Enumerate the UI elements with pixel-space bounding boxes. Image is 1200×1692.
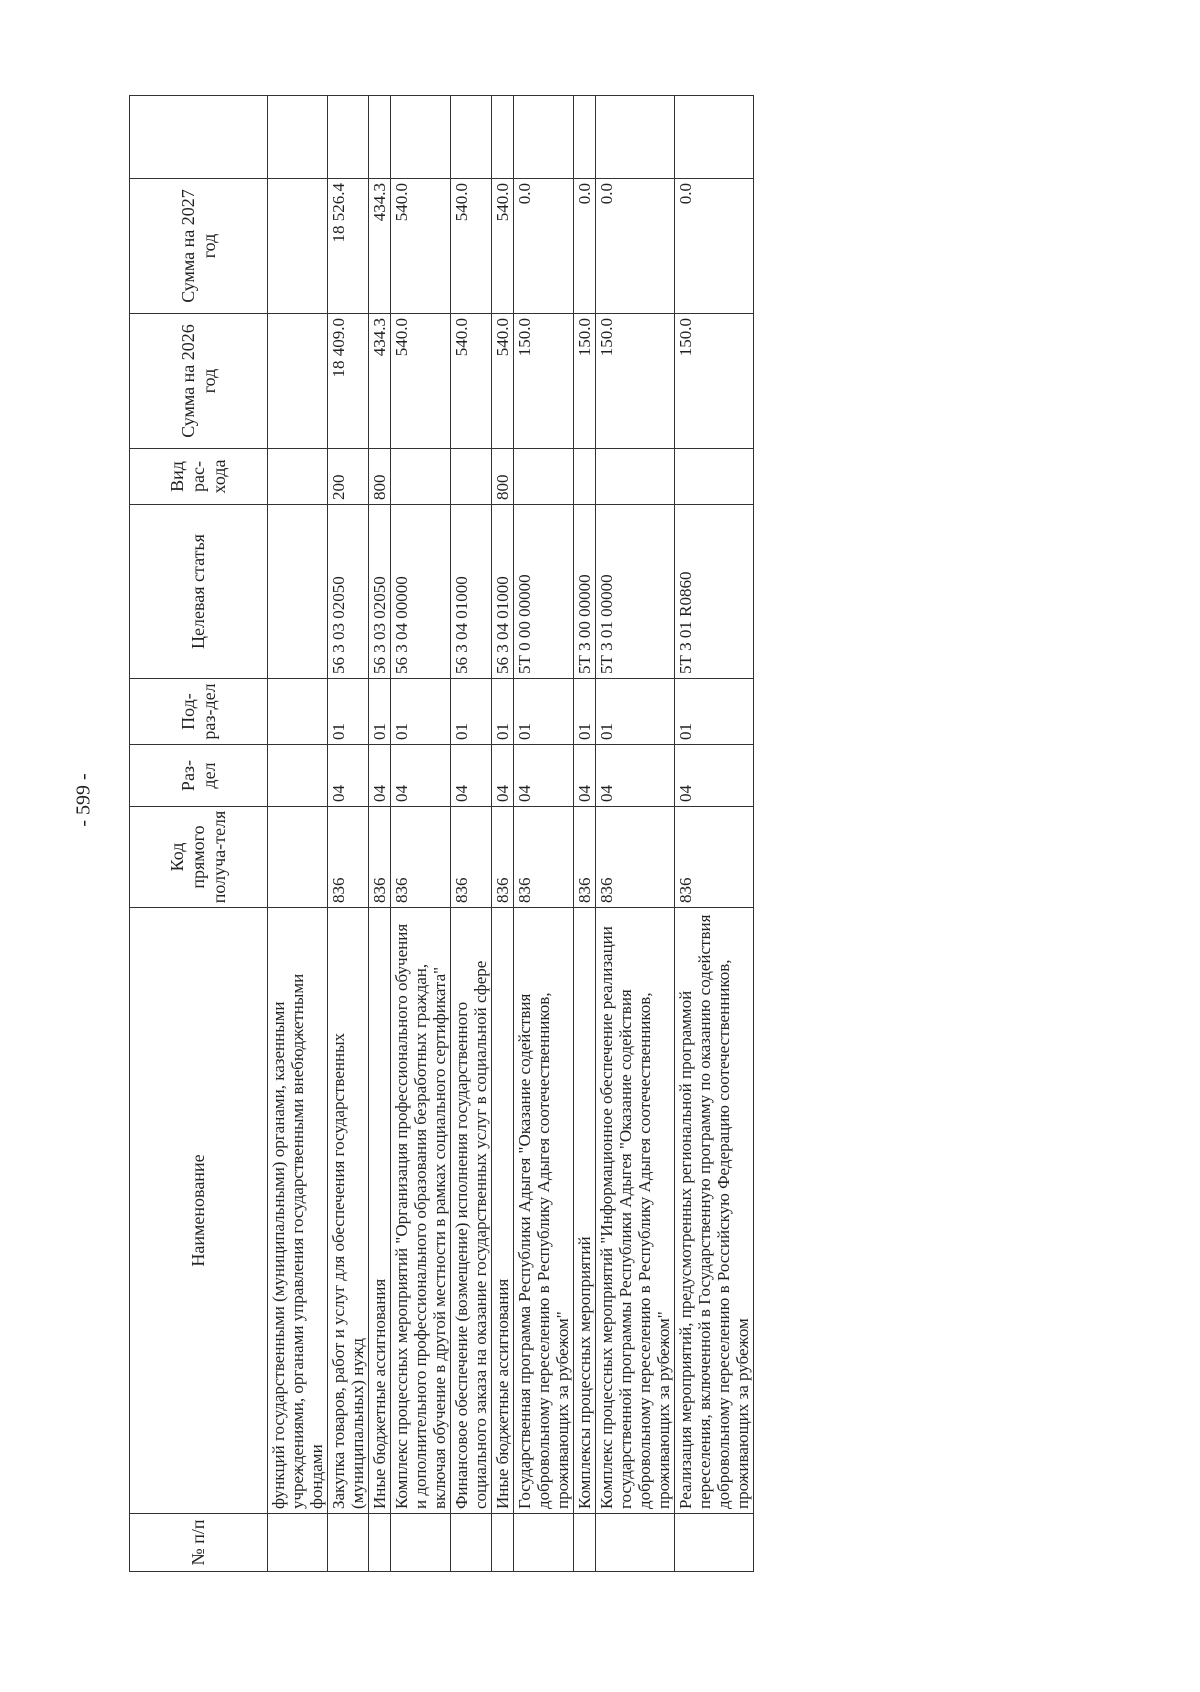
cell-blank (675, 96, 754, 179)
cell-name: Финансовое обеспечение (возмещение) исполнения государственного социального заказа на оказание государственных услуг в социальной сфере (451, 908, 492, 1514)
blank-column (130, 96, 268, 179)
cell-code: 836 (596, 807, 675, 908)
cell-name: Иные бюджетные ассигнования (369, 908, 391, 1514)
table-row (675, 96, 754, 1572)
cell-expense: 200 (328, 449, 369, 505)
cell-blank (369, 96, 391, 179)
cell-target: 56 3 04 01000 (451, 505, 492, 679)
cell-expense (451, 449, 492, 505)
cell-target: 5Т 3 00 00000 (574, 505, 596, 679)
cell-sum2026: 18 409.0 (328, 314, 369, 449)
cell-section: 04 (391, 745, 451, 807)
cell-expense (268, 449, 328, 505)
cell-name: Закупка товаров, работ и услуг для обеспечения государственных (муниципальных) нужд (328, 908, 369, 1514)
cell-code: 836 (369, 807, 391, 908)
cell-subsection: 01 (328, 679, 369, 745)
cell-subsection: 01 (675, 679, 754, 745)
table-row (268, 96, 328, 1572)
table-row (492, 96, 514, 1572)
table-row (391, 96, 451, 1572)
cell-blank (268, 96, 328, 179)
cell-blank (328, 96, 369, 179)
cell-sum2027: 0.0 (596, 179, 675, 314)
header-sum2026: Сумма на 2026 год (130, 314, 268, 449)
cell-num (596, 1514, 675, 1572)
cell-subsection (268, 679, 328, 745)
header-num: № п/п (130, 1514, 268, 1572)
cell-num (514, 1514, 574, 1572)
cell-code: 836 (574, 807, 596, 908)
cell-sum2027: 0.0 (675, 179, 754, 314)
cell-sum2027: 0.0 (514, 179, 574, 314)
cell-section: 04 (369, 745, 391, 807)
rotated-page-content (129, 95, 754, 1572)
cell-section: 04 (675, 745, 754, 807)
cell-expense (391, 449, 451, 505)
cell-target: 5Т 0 00 00000 (514, 505, 574, 679)
cell-blank (514, 96, 574, 179)
cell-sum2026: 150.0 (596, 314, 675, 449)
cell-num (675, 1514, 754, 1572)
cell-blank (492, 96, 514, 179)
cell-sum2026: 150.0 (574, 314, 596, 449)
cell-num (391, 1514, 451, 1572)
cell-sum2026: 150.0 (675, 314, 754, 449)
cell-section: 04 (514, 745, 574, 807)
cell-target: 56 3 04 00000 (391, 505, 451, 679)
cell-section (268, 745, 328, 807)
cell-expense (574, 449, 596, 505)
budget-table (129, 95, 754, 1572)
cell-subsection: 01 (391, 679, 451, 745)
cell-section: 04 (451, 745, 492, 807)
header-code: Код прямого получа-теля (130, 807, 268, 908)
cell-code (268, 807, 328, 908)
header-name: Наименование (130, 908, 268, 1514)
cell-expense (675, 449, 754, 505)
cell-sum2027: 434.3 (369, 179, 391, 314)
header-section: Раз-дел (130, 745, 268, 807)
header-target: Целевая статья (130, 505, 268, 679)
cell-sum2026 (268, 314, 328, 449)
cell-name: функций государственными (муниципальными) органами, казенными учреждениями, органами управления государственными внебюджетными фондами (268, 908, 328, 1514)
cell-subsection: 01 (369, 679, 391, 745)
header-subsection: Под-раз-дел (130, 679, 268, 745)
cell-expense: 800 (369, 449, 391, 505)
cell-target: 5Т 3 01 00000 (596, 505, 675, 679)
cell-sum2026: 434.3 (369, 314, 391, 449)
table-header-row (130, 96, 268, 1572)
cell-sum2026: 540.0 (492, 314, 514, 449)
cell-code: 836 (514, 807, 574, 908)
table-row (369, 96, 391, 1572)
cell-subsection: 01 (514, 679, 574, 745)
table-row (596, 96, 675, 1572)
cell-name: Комплекс процессных мероприятий "Информационное обеспечение реализации государственной программы Республики Адыгея "Оказание содействия добровольному переселению в Республику Адыгея соотечественников, проживающих за рубежом" (596, 908, 675, 1514)
cell-code: 836 (328, 807, 369, 908)
table-row (451, 96, 492, 1572)
cell-target (268, 505, 328, 679)
cell-section: 04 (328, 745, 369, 807)
cell-sum2027: 0.0 (574, 179, 596, 314)
cell-target: 56 3 03 02050 (328, 505, 369, 679)
table-row (328, 96, 369, 1572)
cell-sum2026: 150.0 (514, 314, 574, 449)
cell-expense: 800 (492, 449, 514, 505)
cell-name: Реализация мероприятий, предусмотренных региональной программой переселения, включенной в Государственную программу по оказанию содействия добровольному переселению в Российскую Федерацию соотечественников, проживающих за рубежом (675, 908, 754, 1514)
table-row (514, 96, 574, 1572)
cell-code: 836 (492, 807, 514, 908)
cell-target: 5Т 3 01 R0860 (675, 505, 754, 679)
cell-sum2027: 18 526.4 (328, 179, 369, 314)
cell-target: 56 3 03 02050 (369, 505, 391, 679)
cell-sum2027: 540.0 (492, 179, 514, 314)
cell-sum2026: 540.0 (391, 314, 451, 449)
cell-target: 56 3 04 01000 (492, 505, 514, 679)
cell-code: 836 (675, 807, 754, 908)
cell-blank (596, 96, 675, 179)
cell-name: Иные бюджетные ассигнования (492, 908, 514, 1514)
cell-blank (391, 96, 451, 179)
cell-code: 836 (451, 807, 492, 908)
cell-name: Государственная программа Республики Адыгея "Оказание содействия добровольному переселению в Республику Адыгея соотечественников, проживающих за рубежом" (514, 908, 574, 1514)
cell-num (369, 1514, 391, 1572)
cell-num (328, 1514, 369, 1572)
header-sum2027: Сумма на 2027 год (130, 179, 268, 314)
cell-num (451, 1514, 492, 1572)
cell-code: 836 (391, 807, 451, 908)
cell-name: Комплексы процессных мероприятий (574, 908, 596, 1514)
cell-num (268, 1514, 328, 1572)
cell-subsection: 01 (574, 679, 596, 745)
cell-num (574, 1514, 596, 1572)
table-row (574, 96, 596, 1572)
cell-subsection: 01 (492, 679, 514, 745)
cell-sum2026: 540.0 (451, 314, 492, 449)
cell-blank (451, 96, 492, 179)
header-expense: Вид рас-хода (130, 449, 268, 505)
cell-section: 04 (492, 745, 514, 807)
cell-section: 04 (574, 745, 596, 807)
cell-name: Комплекс процессных мероприятий "Организация профессионального обучения и дополнительного профессионального образования безработных граждан, включая обучение в другой местности в рамках социального сертификата" (391, 908, 451, 1514)
cell-subsection: 01 (596, 679, 675, 745)
cell-sum2027 (268, 179, 328, 314)
cell-expense (514, 449, 574, 505)
cell-subsection: 01 (451, 679, 492, 745)
page-number: - 599 - (72, 773, 95, 827)
cell-num (492, 1514, 514, 1572)
cell-expense (596, 449, 675, 505)
cell-sum2027: 540.0 (391, 179, 451, 314)
cell-section: 04 (596, 745, 675, 807)
cell-sum2027: 540.0 (451, 179, 492, 314)
cell-blank (574, 96, 596, 179)
